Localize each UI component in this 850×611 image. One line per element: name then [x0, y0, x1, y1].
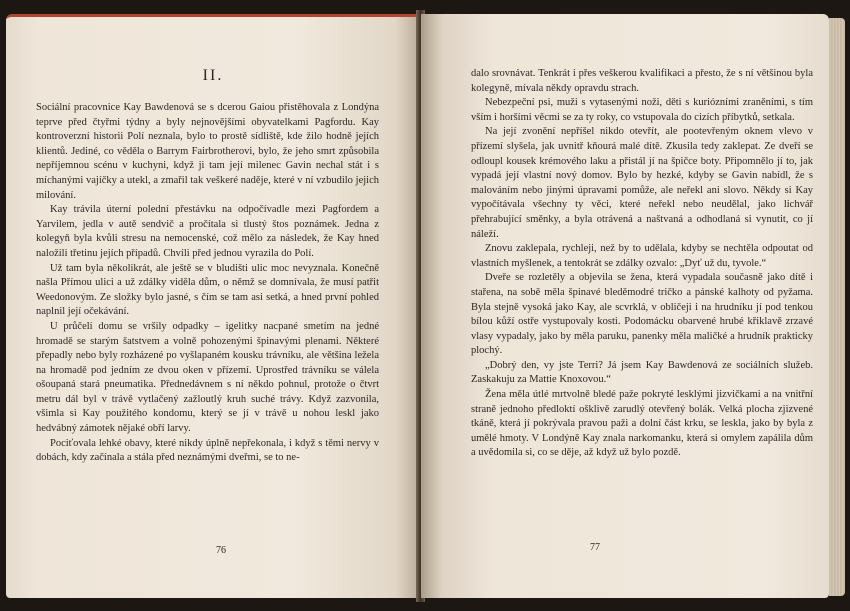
- paragraph: Sociální pracovnice Kay Bawdenová se s dcerou Gaiou přistěhovala z Londýna teprve před čtyřmi týdny a byly nejnovějšími obyvatelkami Pagfordu. Kay kontroverzní historii Polí neznala, bylo to prostě sídliště, kde žilo hodně jejích klientů. Jediné, co věděla o Barrym Fairbrotherovi, bylo, že jeho smrt způsobila nepříjemnou scénu v kuchyni, když ji tam její milenec Gavin nechal stát i s míchanými vajíčky a utekl, a zmařil tak veškeré naděje, které v ní vzbudilo jejich milování.: [36, 102, 379, 201]
- paragraph: dalo srovnávat. Tenkrát i přes veškerou kvalifikaci a přesto, že s ní většinou byla kolegyně, mívala někdy opravdu strach.: [471, 68, 813, 94]
- paragraph: Na její zvonění nepříšel nikdo otevřít, ale pootevřeným oknem vlevo v přízemí slyšela, jak uvnitř kňourá malé dítě. Zkusila tedy zaklepat. Ze dveří se odloupl kousek krémového laku a přistál jí na špičce boty. Připomnělo jí to, jak vypadá její vlastní nový domov. Bylo by hezké, kdyby se Gavin nabídl, že s malováním nebo jinými úpravami pomůže, ale neřekl ani slovo. Někdy si Kay vypočítávala všechny ty věci, které neřekl nebo neudělal, jako lichvář přehrabující směnky, a byla otrávená a naštvaná a odhodlaná si vynutit, co jí náleží.: [471, 126, 813, 240]
- paragraph: Pociťovala lehké obavy, které nikdy úplně nepřekonala, i když s těmi nervy v dobách, kdy začínala a stála před neznámými dveřmi, se to ne-: [36, 437, 379, 464]
- page-number: 76: [216, 545, 226, 556]
- left-page: [6, 14, 420, 598]
- right-page: [421, 14, 829, 598]
- page-edges: [829, 18, 845, 596]
- paragraph: Už tam byla několikrát, ale ještě se v bludišti ulic moc nevyznala. Konečně našla Přímou ulici a už zdálky viděla dům, o němž se domnívala, že musí patřit Weedonovým. Ze složky bylo jasné, s čím se tam asi setká, a hned první pohled naplnil její očekávání.: [36, 262, 379, 318]
- paragraph: Dveře se rozletěly a objevila se žena, která vypadala současně jako dítě i stařena, na sobě měla špinavé bleděmodré tričko a pánské kalhoty od pyžama. Byla stejně vysoká jako Kay, ale scvrklá, v obličeji i na hrudníku jí pod tenkou bílou kůží ostře vystupovaly kosti. Podomácku obarvené hrubé křiklavě zrzavé vlasy vypadaly, jako by měla paruku, panenky měla maličké a hrudník prakticky plochý.: [471, 272, 813, 357]
- paragraph: „Dobrý den, vy jste Terri? Já jsem Kay Bawdenová ze sociálních služeb. Zaskakuju za Mattie Knoxovou.“: [471, 359, 813, 386]
- paragraph: Znovu zaklepala, rychleji, než by to udělala, kdyby se nechtěla odpoutat od vlastních myšlenek, a tentokrát se zdálky ozvalo: „Dyť už du, tyvole.“: [471, 243, 813, 269]
- right-text-column: [471, 67, 813, 461]
- paragraph: Kay trávila úterní polední přestávku na odpočívadle mezi Pagfordem a Yarvilem, jedla v autě sendvič a pročítala si tlustý štos poznámek. Jedna z kolegyň byla kvůli stresu na nemocenské, což mělo za následek, že Kay hned naložili třetinu jejích případů. Chvíli před jednou vyrazila do Polí.: [36, 204, 379, 259]
- page-number: 77: [590, 542, 600, 553]
- paragraph: Žena měla útlé mrtvolně bledé paže pokryté lesklými jizvičkami a na vnitřní straně jednoho předloktí ošklivě zarudlý otevřený bolák. Velká plocha zjizvené tkáně, která jí pokrývala pravou paži a dolní část krku, se leskla, jako by byla z umělé hmoty. V Londýně Kay znala narkomanku, která si omylem zapálila dům a uvědomila si, co se děje, až když už bylo pozdě.: [471, 389, 813, 459]
- paragraph: U průčelí domu se vršily odpadky – igelitky nacpané smetím na jedné hromadě se starým šatstvem a volně pohozenými špinavými plenami. Některé přepadly nebo byly rozházené po vyšlapaném kousku trávníku, ale většina ležela na hromadě pod jedním ze dvou oken v přízemí. Uprostřed trávníku se válela ošoupaná stará pneumatika. Přednedávnem s ní někdo pohnul, protože o čtvrt metru dál byl v trávě vytlačený zažloutlý kruh suché trávy. Když zazvonila, všimla si Kay použitého kondomu, který se jí v trávě u nohou leskl jako hedvábný zámotek nějaké obří larvy.: [36, 320, 379, 435]
- paragraph: Nebezpeční psi, muži s vytasenými noži, děti s kuriózními zraněními, s tím vším i horšími věcmi se za ty roky, co vstupovala do cizích příbytků, setkala.: [471, 97, 813, 123]
- chapter-title: II.: [202, 67, 224, 84]
- left-text-column: [36, 101, 379, 466]
